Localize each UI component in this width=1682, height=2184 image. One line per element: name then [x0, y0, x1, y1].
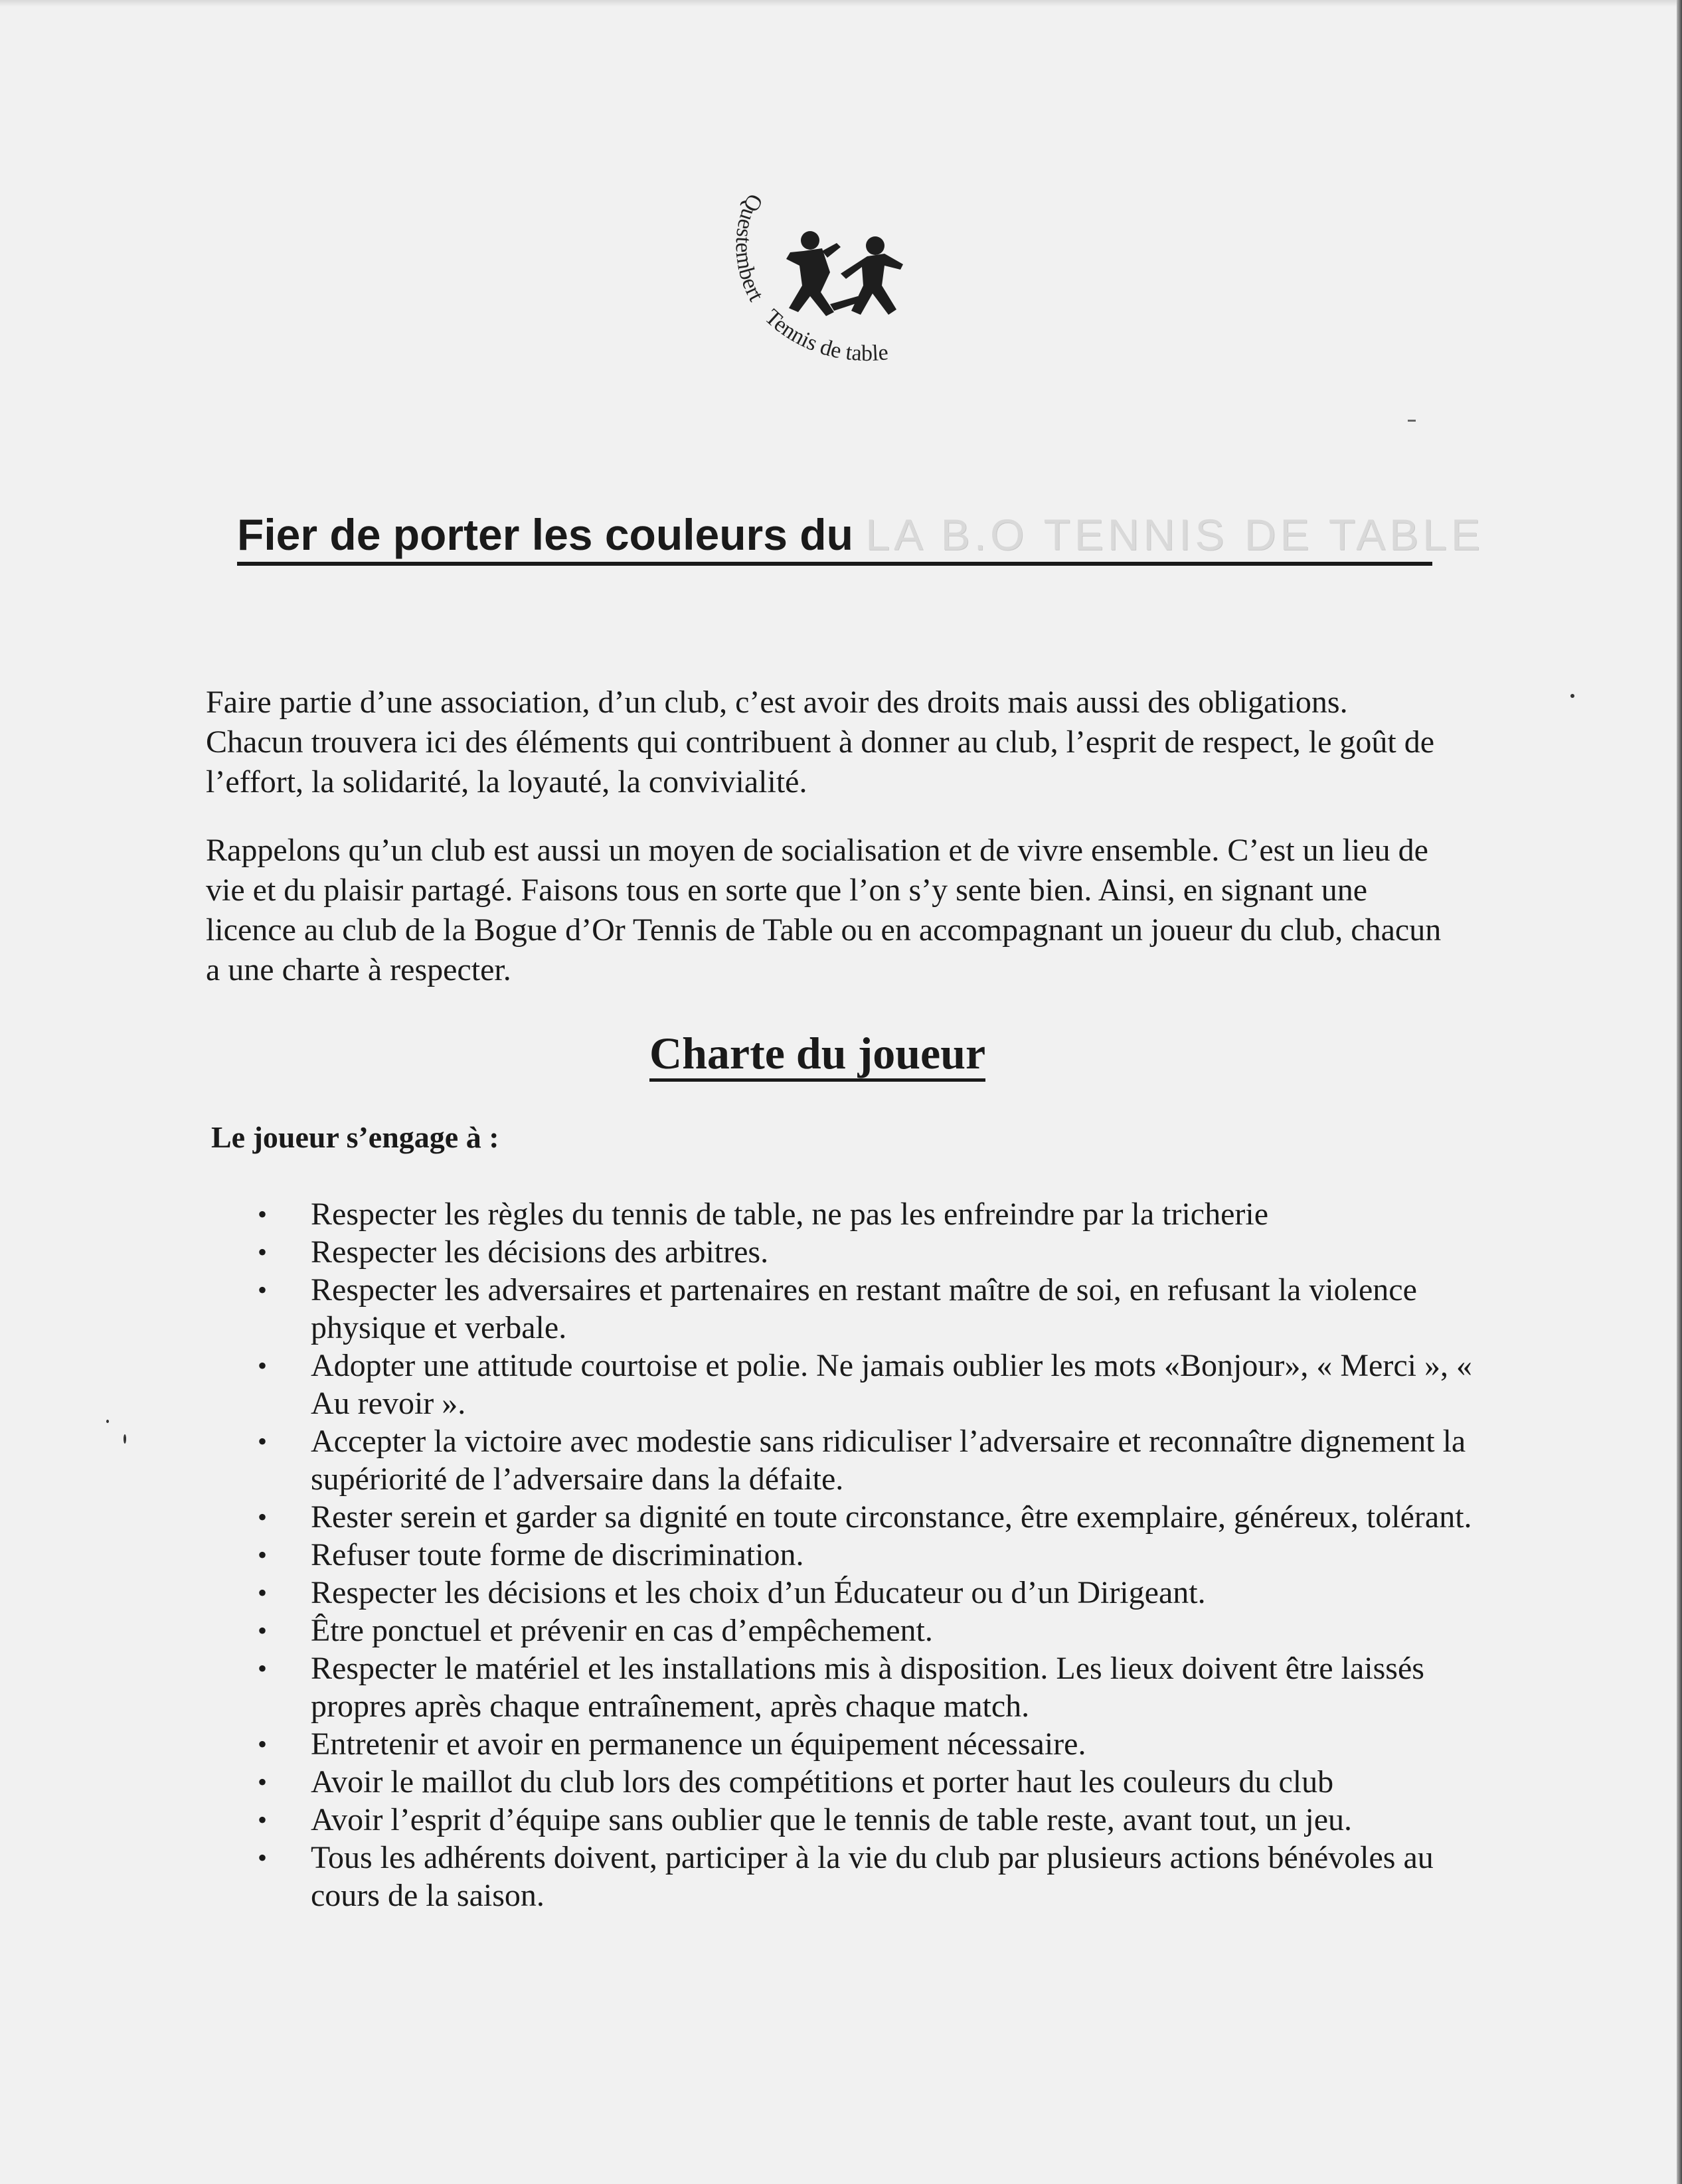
rule-item [252, 1498, 1494, 1536]
rule-item [252, 1422, 1494, 1498]
page-title-faded-club-name: LA B.O TENNIS DE TABLE [865, 510, 1484, 559]
rule-item [252, 1574, 1494, 1612]
scan-top-shadow [0, 0, 1682, 7]
rule-item [252, 1536, 1494, 1574]
rule-text: Entretenir et avoir en permanence un équipement nécessaire. [311, 1726, 1086, 1762]
table-tennis-players-icon [786, 231, 903, 316]
rule-item [252, 1271, 1494, 1347]
rule-text: Respecter les adversaires et partenaires en restant maître de soi, en refusant la violence physique et verbale. [311, 1272, 1417, 1345]
bullet-icon: • [258, 1540, 268, 1570]
rule-item [252, 1195, 1494, 1233]
rule-item [252, 1347, 1494, 1422]
rule-text: Avoir le maillot du club lors des compétitions et porter haut les couleurs du club [311, 1764, 1334, 1800]
bullet-icon: • [258, 1502, 268, 1532]
rule-text: Adopter une attitude courtoise et polie. Ne jamais oublier les mots «Bonjour», « Merci », « Au revoir ». [311, 1348, 1472, 1421]
bullet-icon: • [258, 1426, 268, 1456]
bullet-icon: • [258, 1616, 268, 1645]
bullet-icon: • [258, 1351, 268, 1381]
rule-text: Respecter les règles du tennis de table, ne pas les enfreindre par la tricherie [311, 1197, 1269, 1232]
bullet-icon: • [258, 1237, 268, 1267]
rule-text: Accepter la victoire avec modestie sans ridiculiser l’adversaire et reconnaître dignement la supériorité de l’adversaire dans la défaite. [311, 1424, 1466, 1497]
scan-page-edge [1677, 0, 1682, 2184]
rule-item [252, 1233, 1494, 1271]
rule-text: Respecter le matériel et les installations mis à disposition. Les lieux doivent être laissés propres après chaque entraînement, après chaque match. [311, 1651, 1424, 1724]
scan-speck [1408, 420, 1416, 422]
rule-text: Rester serein et garder sa dignité en toute circonstance, être exemplaire, généreux, tolérant. [311, 1499, 1472, 1535]
rule-item [252, 1725, 1494, 1763]
scan-speck [124, 1434, 126, 1444]
bullet-icon: • [258, 1805, 268, 1835]
bullet-icon: • [258, 1653, 268, 1683]
rule-text: Avoir l’esprit d’équipe sans oublier que le tennis de table reste, avant tout, un jeu. [311, 1802, 1352, 1837]
bullet-icon: • [258, 1578, 268, 1608]
intro-paragraph-2: Rappelons qu’un club est aussi un moyen de socialisation et de vivre ensemble. C’est un lieu de vie et du plaisir partagé. Faisons tous en sorte que l’on s’y sente bien. Ainsi, en signant une licence au club de la Bogue d’Or Tennis de Table ou en accompagnant un joueur du club, chacun a une charte à respecter. [206, 833, 1442, 987]
rules-list [252, 1195, 1494, 1914]
rule-text: Respecter les décisions et les choix d’un Éducateur ou d’un Dirigeant. [311, 1575, 1206, 1610]
club-logo [704, 179, 969, 418]
rule-item [252, 1649, 1494, 1725]
engagement-label: Le joueur s’engage à : [211, 1120, 499, 1154]
page-title-prefix: Fier de porter les couleurs du [237, 510, 853, 559]
scan-speck [1570, 694, 1574, 698]
bullet-icon: • [258, 1275, 268, 1305]
rule-text: Tous les adhérents doivent, participer à la vie du club par plusieurs actions bénévoles au cours de la saison. [311, 1840, 1434, 1913]
bullet-icon: • [258, 1729, 268, 1759]
bullet-icon: • [258, 1843, 268, 1873]
logo-text-top: Questembert [730, 190, 769, 305]
intro-paragraph-1: Faire partie d’une association, d’un club, c’est avoir des droits mais aussi des obligations. Chacun trouvera ici des éléments qui contribuent à donner au club, l’esprit de respect, le goût de l’effort, la solidarité, la loyauté, la convivialité. [206, 685, 1435, 799]
rule-text: Refuser toute forme de discrimination. [311, 1537, 804, 1572]
rule-item [252, 1801, 1494, 1839]
rule-item [252, 1763, 1494, 1801]
bullet-icon: • [258, 1199, 268, 1229]
bullet-icon: • [258, 1767, 268, 1797]
rule-text: Respecter les décisions des arbitres. [311, 1234, 769, 1270]
rule-text: Être ponctuel et prévenir en cas d’empêchement. [311, 1613, 933, 1648]
charte-title: Charte du joueur [649, 1031, 985, 1082]
logo-text-bottom: Tennis de table [760, 304, 890, 366]
scan-speck [106, 1420, 109, 1423]
page-title [237, 510, 1484, 566]
rule-item [252, 1612, 1494, 1649]
rule-item [252, 1839, 1494, 1914]
